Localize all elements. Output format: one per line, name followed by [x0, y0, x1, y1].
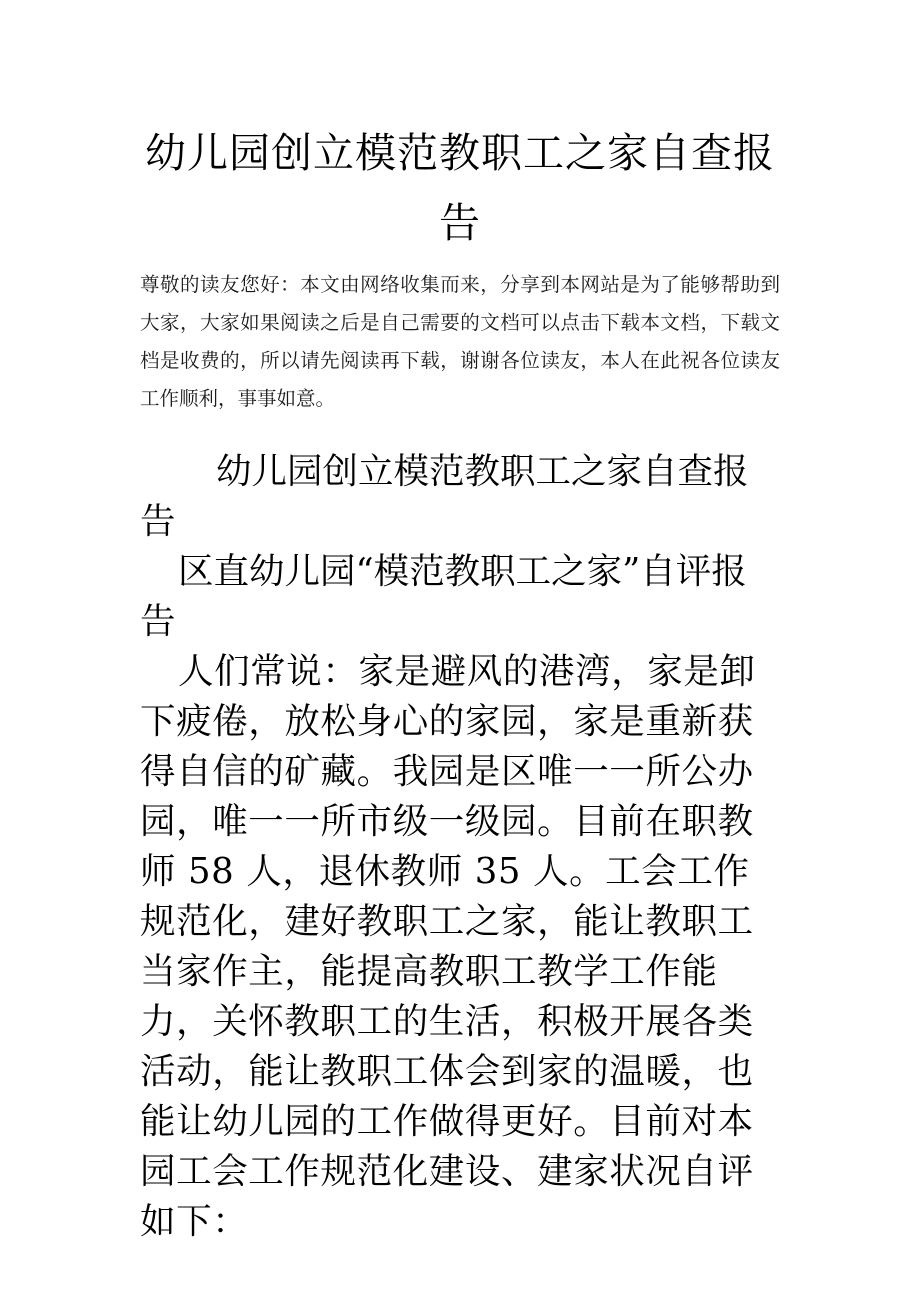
report-subtitle: 区直幼儿园“模范教职工之家”自评报告 [140, 551, 747, 642]
document-body [140, 447, 782, 1247]
intro-paragraph: 人们常说：家是避风的港湾，家是卸下疲倦，放松身心的家园，家是重新获得自信的矿藏。我园是区唯一一所公办园，唯一一所市级一级园。目前在职教师 58 人，退休教师 35 人。工会工作规范化，建好教职工之家，能让教职工当家作主，能提高教职工教学工作能力，关怀教职工的生活，积极开展各类活动，能让教职工体会到家的温暖，也能让幼儿园的工作做得更好。目前对本园工会工作规范化建设、建家状况自评如下： [140, 651, 756, 1242]
document-title: 幼儿园创立模范教职工之家自查报告 [145, 129, 775, 247]
body-heading: 幼儿园创立模范教职工之家自查报告 [140, 451, 749, 542]
reader-notice: 尊敬的读友您好：本文由网络收集而来，分享到本网站是为了能够帮助到大家，大家如果阅读之后是自己需要的文档可以点击下载本文档，下载文档是收费的，所以请先阅读再下载，谢谢各位读友，本人在此祝各位读友工作顺利，事事如意。 [140, 273, 780, 410]
